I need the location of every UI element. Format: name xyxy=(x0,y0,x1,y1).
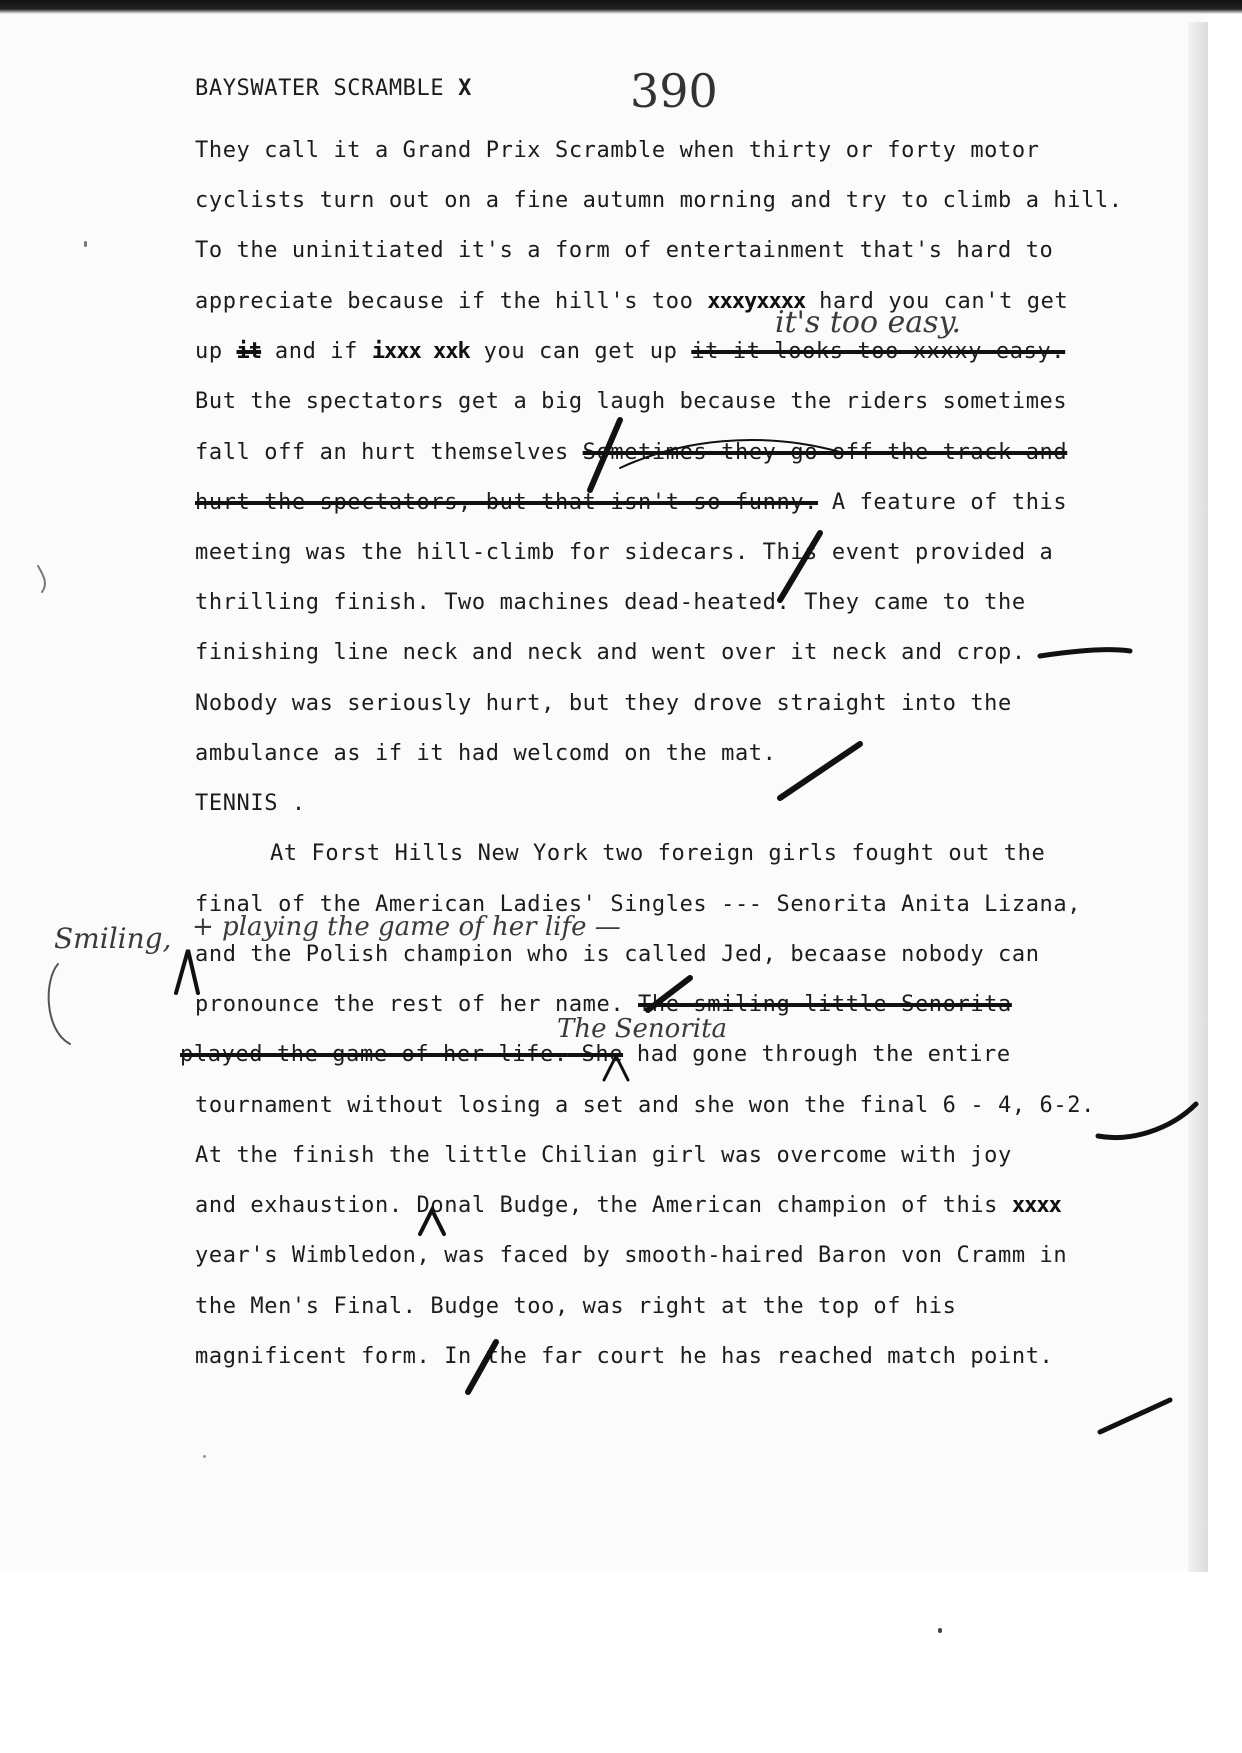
line-11: finishing line neck and neck and went over it neck and crop. xyxy=(195,640,1026,665)
line-18: pronounce the rest of her name. The smiling little Senorita xyxy=(195,992,1012,1017)
struck-text: played the game of her life. xyxy=(180,1042,568,1067)
paper-edge-shadow xyxy=(1188,22,1208,1572)
line-9: meeting was the hill-climb for sidecars. This event provided a xyxy=(195,540,1054,565)
line-16: final of the American Ladies' Singles --- Senorita Anita Lizana, xyxy=(195,892,1082,917)
line-3: To the uninitiated it's a form of entertainment that's hard to xyxy=(195,238,1054,263)
line-4: appreciate because if the hill's too xxxyxxxx hard you can't get xyxy=(195,289,1069,314)
line-6: But the spectators get a big laugh because the riders sometimes xyxy=(195,389,1068,414)
margin-note-smiling: Smiling, xyxy=(54,922,172,955)
line-7: fall off an hurt themselves Sometimes they go off the track and xyxy=(195,440,1068,465)
line-2: cyclists turn out on a fine autumn morning and try to climb a hill. xyxy=(195,188,1123,213)
line-25: magnificent form. In the far court he has reached match point. xyxy=(195,1344,1054,1369)
line-22: and exhaustion. Donal Budge, the American champion of this xxxx xyxy=(195,1193,1061,1218)
document-title: BAYSWATER SCRAMBLE X xyxy=(195,76,472,101)
line-21: At the finish the little Chilian girl was overcome with joy xyxy=(195,1143,1012,1168)
line-12: Nobody was seriously hurt, but they drove straight into the xyxy=(195,691,1012,716)
paper-speck xyxy=(84,241,87,247)
insert-life: + playing the game of her life — xyxy=(192,912,621,942)
page-number: 390 xyxy=(630,64,718,118)
line-8: hurt the spectators, but that isn't so funny. A feature of this xyxy=(195,490,1068,515)
line-17: and the Polish champion who is called Jed, becaase nobody can xyxy=(195,942,1040,967)
paper-speck xyxy=(203,1455,206,1458)
section-heading: TENNIS . xyxy=(195,791,306,816)
scan-top-edge xyxy=(0,0,1242,14)
typed-overstrike: xxxyxxxx xyxy=(707,289,806,314)
insert-senorita: The Senorita xyxy=(557,1014,728,1044)
insert-easy: it's too easy. xyxy=(775,305,962,340)
line-10: thrilling finish. Two machines dead-heated. They came to the xyxy=(195,590,1026,615)
line-20: tournament without losing a set and she won the final 6 - 4, 6-2. xyxy=(195,1093,1095,1118)
line-1: They call it a Grand Prix Scramble when thirty or forty motor xyxy=(195,138,1040,163)
line-13: ambulance as if it had welcomd on the mat. xyxy=(195,741,777,766)
struck-text: Sometimes they go off the track and xyxy=(582,440,1068,465)
line-24: the Men's Final. Budge too, was right at the top of his xyxy=(195,1294,957,1319)
struck-text: it it looks too xxxxy easy. xyxy=(691,339,1066,364)
struck-text: The smiling little Senorita xyxy=(638,992,1012,1017)
line-5: up it and if ixxx xxk you can get up it it looks too xxxxy easy. xyxy=(195,339,1066,364)
line-19: played the game of her life. She had gone through the entire xyxy=(180,1042,1011,1067)
paper-speck xyxy=(938,1628,942,1633)
line-15: At Forst Hills New York two foreign girls fought out the xyxy=(270,841,1046,866)
line-23: year's Wimbledon, was faced by smooth-haired Baron von Cramm in xyxy=(195,1243,1068,1268)
struck-text: hurt the spectators, but that isn't so funny. xyxy=(195,490,819,515)
